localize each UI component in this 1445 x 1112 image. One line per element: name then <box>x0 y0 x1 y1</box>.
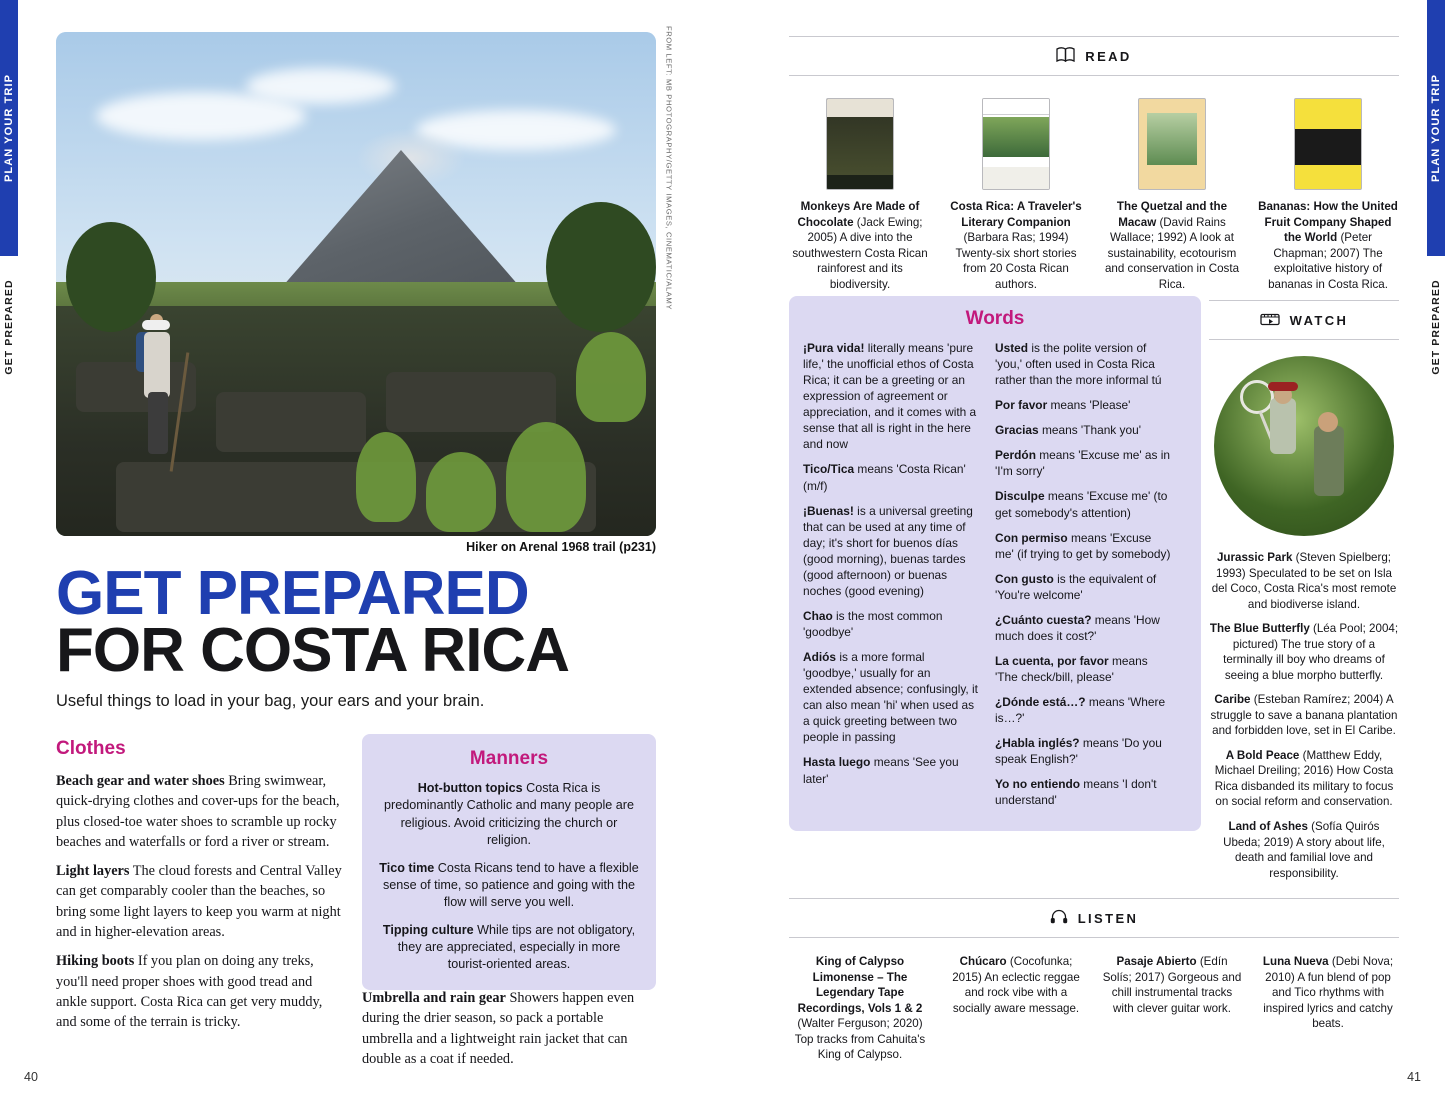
book-meta: (Peter Chapman; 2007) The exploitative history of bananas in Costa Rica. <box>1268 231 1388 291</box>
hero-foliage <box>426 452 496 532</box>
word-term: La cuenta, por favor <box>995 653 1109 668</box>
word-definition: means 'Please' <box>1047 398 1131 413</box>
word-term: Perdón <box>995 448 1036 463</box>
film-clapper-icon <box>1260 311 1280 329</box>
word-entry <box>995 735 1171 767</box>
word-definition: is a more formal 'goodbye,' usually for an extended absence; confusingly, it can also mean 'hi' when used as a quick greeting between two people in passing <box>803 650 978 745</box>
album-title: Chúcaro <box>959 955 1007 968</box>
word-entry <box>995 776 1171 808</box>
side-tab-plan-your-trip-left <box>0 0 18 256</box>
album-meta: (Walter Ferguson; 2020) Top tracks from Cahuita's King of Calypso. <box>794 1017 926 1062</box>
word-term: Tico/Tica <box>803 462 855 477</box>
book-cover-image <box>982 98 1050 190</box>
divider <box>1209 300 1399 301</box>
page-subtitle: Useful things to load in your bag, your ears and your brain. <box>56 692 485 711</box>
words-panel <box>789 296 1201 831</box>
hero-hiker-legs <box>148 392 168 454</box>
word-entry <box>803 461 979 493</box>
film-title: Caribe <box>1214 693 1251 707</box>
word-definition: means 'Thank you' <box>1038 423 1141 438</box>
album-meta: (Debi Nova; 2010) A fun blend of pop and Tico rhythms with inspired lyrics and catchy beats. <box>1263 955 1394 1031</box>
book-icon <box>1056 47 1075 65</box>
hero-hiker-torso <box>144 332 170 398</box>
clothes-item-text: If you plan on doing any treks, you'll need proper shoes with good tread and ankle support. Costa Rica can get very muddy, and some of the terrain is tricky. <box>56 953 323 1031</box>
book-caption <box>789 199 931 292</box>
word-term: ¡Buenas! <box>803 503 854 518</box>
word-definition: is the equivalent of 'You're welcome' <box>995 571 1157 602</box>
photo-person-1-cap <box>1268 382 1298 391</box>
hero-foliage <box>356 432 416 522</box>
watch-section-header <box>1209 311 1399 329</box>
listen-album-list <box>789 954 1399 1063</box>
word-entry <box>803 608 979 640</box>
word-definition: means 'I don't understand' <box>995 777 1157 808</box>
list-item <box>945 98 1087 292</box>
word-definition: means 'Where is…?' <box>995 695 1166 726</box>
photo-person-2-head <box>1318 412 1338 432</box>
word-term: Por favor <box>995 398 1048 413</box>
manners-panel <box>362 734 656 990</box>
words-column-1 <box>803 340 979 817</box>
page-title-block <box>56 559 676 711</box>
side-tab-label: PLAN YOUR TRIP <box>3 73 15 183</box>
divider <box>789 898 1399 899</box>
clothes-item <box>56 951 346 1032</box>
album-title: Pasaje Abierto <box>1116 955 1197 968</box>
hero-foliage <box>576 332 646 422</box>
word-term: Yo no entiendo <box>995 777 1080 792</box>
album-meta: (Cocofunka; 2015) An eclectic reggae and rock vibe with a socially aware message. <box>952 955 1080 1015</box>
word-entry <box>995 653 1171 685</box>
clothes-item <box>56 861 346 942</box>
list-item <box>1209 550 1399 612</box>
list-item <box>1209 692 1399 739</box>
read-book-list <box>789 98 1399 292</box>
word-term: Chao <box>803 608 833 623</box>
word-term: ¡Pura vida! <box>803 341 865 355</box>
page-title-line-1: GET PREPARED <box>56 559 529 628</box>
listen-section <box>789 898 1399 1063</box>
word-term: ¿Cuánto cuesta? <box>995 612 1092 627</box>
book-caption <box>1101 199 1243 292</box>
manners-item-lead: Tico time <box>379 860 435 875</box>
divider <box>789 937 1399 938</box>
word-term: Con permiso <box>995 530 1068 545</box>
hero-hiker-hat <box>142 320 170 330</box>
photo-person-1 <box>1270 398 1296 454</box>
side-label-text: GET PREPARED <box>3 279 15 375</box>
manners-heading: Manners <box>469 748 549 769</box>
word-definition: means 'How much does it cost?' <box>995 612 1160 643</box>
list-item <box>1257 98 1399 292</box>
hero-tree <box>66 222 156 332</box>
clothes-item-lead: Beach gear and water shoes <box>56 772 225 789</box>
divider <box>1209 339 1399 340</box>
word-definition: means 'Excuse me' as in 'I'm sorry' <box>995 448 1171 479</box>
word-entry <box>995 447 1171 479</box>
word-entry <box>995 571 1171 603</box>
clothes-heading: Clothes <box>56 738 126 759</box>
words-heading: Words <box>965 308 1025 329</box>
clothes-section <box>56 736 346 1042</box>
umbrella-paragraph <box>362 988 656 1069</box>
photo-caption: Hiker on Arenal 1968 trail (p231) <box>466 540 656 554</box>
word-entry <box>803 649 979 745</box>
word-term: Usted <box>995 341 1029 355</box>
word-entry <box>995 340 1171 388</box>
hero-foliage <box>506 422 586 532</box>
photo-credit <box>662 25 676 311</box>
word-definition: means 'Do you speak English?' <box>995 736 1162 767</box>
hero-cloud <box>246 68 396 104</box>
word-term: Hasta luego <box>803 755 871 770</box>
book-title: The Quetzal and the Macaw <box>1116 200 1228 229</box>
words-column-2 <box>995 340 1171 817</box>
side-tab-plan-your-trip-right <box>1427 0 1445 256</box>
manners-item-lead: Hot-button topics <box>417 781 523 795</box>
word-definition: is the polite version of 'you,' often used in Costa Rica rather than the more informal tú <box>995 341 1162 388</box>
word-definition: is a universal greeting that can be used at any time of day; it's short for buenos días (good morning), buenas tardes (good afternoon) or buenas noches (good evening) <box>803 503 973 598</box>
hero-rock <box>216 392 366 452</box>
list-item <box>1101 98 1243 292</box>
list-item <box>789 954 931 1063</box>
book-caption <box>1257 199 1399 292</box>
word-definition: means 'Costa Rican' (m/f) <box>803 462 966 493</box>
photo-person-2 <box>1314 426 1344 496</box>
read-section <box>789 36 1399 292</box>
read-heading: READ <box>1085 48 1132 64</box>
album-meta: (Edín Solís; 2017) Gorgeous and chill instrumental tracks with clever guitar work. <box>1102 955 1242 1015</box>
film-title: A Bold Peace <box>1225 748 1300 762</box>
word-entry <box>995 694 1171 726</box>
watch-film-list <box>1209 550 1399 881</box>
umbrella-text: Showers happen even during the drier season, so pack a portable umbrella and a lightweight rain jacket that can double as a coat if needed. <box>362 990 635 1067</box>
list-item <box>1209 819 1399 881</box>
book-title: Bananas: How the United Fruit Company Shaped the World <box>1258 200 1398 245</box>
photo-credit-text: FROM LEFT: MB PHOTOGRAPHY/GETTY IMAGES, CINEMATIC/ALAMY <box>664 25 674 311</box>
hero-tree <box>546 202 656 332</box>
book-title: Costa Rica: A Traveler's Literary Companion <box>950 200 1082 229</box>
list-item <box>789 98 931 292</box>
list-item <box>1209 621 1399 683</box>
word-definition: is the most common 'goodbye' <box>803 608 943 639</box>
manners-item-lead: Tipping culture <box>382 922 474 937</box>
word-term: Gracias <box>995 423 1039 438</box>
hero-photo-arenal <box>56 32 656 536</box>
watch-photo-blue-butterfly <box>1214 356 1394 536</box>
folio-right: 41 <box>1407 1070 1421 1084</box>
album-title: King of Calypso Limonense – The Legendary Tape Recordings, Vols 1 & 2 <box>797 955 923 1015</box>
manners-item-text: While tips are not obligatory, they are appreciated, especially in more tourist-oriented areas. <box>397 922 636 972</box>
word-entry <box>995 530 1171 562</box>
side-label-text: GET PREPARED <box>1430 279 1442 375</box>
word-entry <box>995 422 1171 438</box>
side-tab-label: PLAN YOUR TRIP <box>1430 73 1442 183</box>
word-definition: means 'The check/bill, please' <box>995 653 1148 684</box>
left-page <box>0 0 722 1112</box>
clothes-item <box>56 771 346 852</box>
word-entry <box>995 488 1171 520</box>
clothes-item-text: The cloud forests and Central Valley can get comparably cooler than the beaches, so bring some light layers to keep you warm at night and in higher-elevation areas. <box>56 863 342 941</box>
word-entry <box>803 503 979 599</box>
manners-item <box>378 780 640 850</box>
word-entry <box>803 754 979 786</box>
word-definition: means 'See you later' <box>803 755 959 786</box>
folio-left: 40 <box>24 1070 38 1084</box>
film-title: The Blue Butterfly <box>1209 622 1310 636</box>
clothes-item-text: Bring swimwear, quick-drying clothes and cover-ups for the beach, plus closed-toe water shoes to scramble up rocky beaches and waterfalls or ford a river or stream. <box>56 772 340 850</box>
word-term: ¿Dónde está…? <box>995 695 1086 710</box>
album-title: Luna Nueva <box>1262 955 1329 968</box>
list-item <box>1101 954 1243 1063</box>
book-cover-image <box>1294 98 1362 190</box>
list-item <box>1209 748 1399 810</box>
list-item <box>945 954 1087 1063</box>
headphones-icon <box>1050 909 1068 927</box>
clothes-item-lead: Hiking boots <box>56 953 135 970</box>
word-term: Disculpe <box>995 489 1045 504</box>
umbrella-lead: Umbrella and rain gear <box>362 990 506 1006</box>
film-title: Jurassic Park <box>1216 551 1293 564</box>
manners-item-text: Costa Ricans tend to have a flexible sense of time, so patience and going with the flow will serve you well. <box>382 860 639 910</box>
list-item <box>1257 954 1399 1063</box>
film-title: Land of Ashes <box>1228 819 1308 833</box>
film-meta: (Steven Spielberg; 1993) Speculated to be set on Isla del Coco, Costa Rica's most remote and biodiverse island. <box>1211 551 1397 611</box>
divider <box>789 75 1399 76</box>
book-cover-image <box>826 98 894 190</box>
word-entry <box>995 397 1171 413</box>
manners-item <box>378 860 640 912</box>
divider <box>789 36 1399 37</box>
film-meta: (Léa Pool; 2004; pictured) The true story of a terminally ill boy who dreams of seeing a blue morpho butterfly. <box>1223 622 1399 682</box>
watch-heading: WATCH <box>1289 312 1349 328</box>
book-cover-image <box>1138 98 1206 190</box>
film-meta: (Matthew Eddy, Michael Dreiling; 2016) How Costa Rica disbanded its military to focus on social reform and conservation. <box>1214 748 1394 809</box>
book-title: Monkeys Are Made of Chocolate <box>797 200 920 229</box>
watch-section <box>1209 300 1399 890</box>
book-meta: (David Rains Wallace; 1992) A look at sustainability, ecotourism and conservation in Costa Rica. <box>1104 215 1240 291</box>
word-definition: means 'Excuse me' (if trying to get by somebody) <box>995 530 1171 561</box>
side-label-get-prepared-right <box>1427 262 1445 392</box>
word-definition: literally means 'pure life,' the unofficial ethos of Costa Rica; it can be a greeting or an expression of agreement or appreciation, and it comes with a sense that all is right in the here and now <box>803 341 977 452</box>
book-caption <box>945 199 1087 292</box>
book-meta: (Barbara Ras; 1994) Twenty-six short stories from 20 Costa Rican authors. <box>955 231 1077 291</box>
side-label-get-prepared-left <box>0 262 18 392</box>
word-term: Adiós <box>803 650 837 665</box>
page-title-line-2: FOR COSTA RICA <box>56 616 569 686</box>
film-meta: (Sofía Quirós Ubeda; 2019) A story about life, death and familial love and responsibility. <box>1223 819 1385 880</box>
manners-item <box>378 922 640 974</box>
clothes-item-lead: Light layers <box>56 863 130 880</box>
listen-section-header <box>789 909 1399 927</box>
film-meta: (Esteban Ramírez; 2004) A struggle to save a banana plantation and forbidden love, set in El Caribe. <box>1210 693 1398 738</box>
word-entry <box>803 340 979 452</box>
word-definition: means 'Excuse me' (to get somebody's attention) <box>995 489 1168 520</box>
word-term: Con gusto <box>995 571 1054 586</box>
hero-rock <box>386 372 556 432</box>
word-term: ¿Habla inglés? <box>995 736 1080 751</box>
manners-item-text: Costa Rica is predominantly Catholic and many people are religious. Avoid criticizing the church or religion. <box>384 781 634 848</box>
listen-heading: LISTEN <box>1077 910 1139 926</box>
word-entry <box>995 612 1171 644</box>
read-section-header <box>789 47 1399 65</box>
book-meta: (Jack Ewing; 2005) A dive into the southwestern Costa Rican rainforest and its biodiversity. <box>792 215 928 291</box>
